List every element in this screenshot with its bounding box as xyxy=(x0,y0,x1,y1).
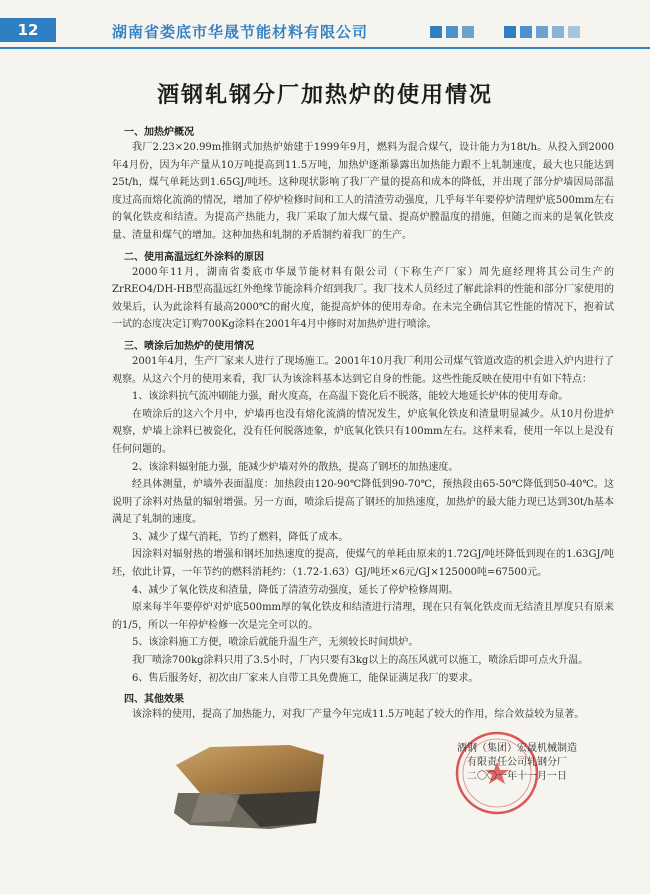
decor-square xyxy=(568,26,580,38)
section-heading: 一、加热炉概况 xyxy=(124,127,194,138)
decor-square xyxy=(552,26,564,38)
page-header xyxy=(0,0,650,52)
paragraph: 3、减少了煤气消耗，节约了燃料，降低了成本。 xyxy=(132,531,349,543)
coating-sample-photo xyxy=(170,743,330,833)
signature-dept: 有限责任公司轧钢分厂 xyxy=(467,757,567,768)
header-rule xyxy=(0,47,650,49)
signature-org: 酒钢（集团）宏晟机械制造 xyxy=(457,743,577,754)
paragraph: 4、减少了氧化铁皮和渣量，降低了清渣劳动强度，延长了停炉检修周期。 xyxy=(132,584,459,596)
paragraph: 2、该涂料辐射能力强，能减少炉墙对外的散热，提高了钢坯的加热速度。 xyxy=(132,461,459,473)
article-title: 酒钢轧钢分厂加热炉的使用情况 xyxy=(156,82,493,108)
paragraph: 我厂2.23×20.99m推钢式加热炉始建于1999年9月，燃料为混合煤气，设计能力为18t/h。从投入到2000年4月份，因为年产量从10万吨提高到11.5万吨，加热炉逐渐暴露出加热能力跟不上轧制速度，最大也只能达到25t/h，煤气单耗达到1.65GJ/吨坯。这种现状影响了我厂产量的提高和成本的降低，并出现了部分炉墙因局部温度过高而熔化流淌的情况，增加了停炉检修时间和工人的清渣劳动强度，几乎每半年要停炉清理炉底500mm左右的氧化铁皮和结渣。为提高产热能力，我厂采取了加大煤气量、提高炉膛温度的措施，但随之而来的是氧化铁皮量、渣量和煤气的增加。这种加热和轧制的矛盾制约着我厂的生产。 xyxy=(112,142,614,241)
decor-square xyxy=(536,26,548,38)
page-number: 12 xyxy=(0,18,56,42)
paragraph: 5、该涂料施工方便，喷涂后就能升温生产，无须较长时间烘炉。 xyxy=(132,637,419,649)
section-heading: 二、使用高温远红外涂料的原因 xyxy=(124,251,264,263)
company-name: 湖南省娄底市华晟节能材料有限公司 xyxy=(112,23,369,41)
paragraph: 1、该涂料抗气流冲刷能力强，耐火度高，在高温下瓷化后不脱落，能较大地延长炉体的使用寿命。 xyxy=(132,391,569,403)
decor-square xyxy=(462,26,474,38)
section-heading: 三、喷涂后加热炉的使用情况 xyxy=(124,340,254,352)
paragraph: 因涂料对辐射热的增强和钢坯加热速度的提高，使煤气的单耗由原来的1.72GJ/吨坯降低到现在的1.63GJ/吨坯，依此计算，一年节约的燃料消耗约：（1.72-1.63）GJ/吨坯×6元/GJ×125000吨=67500元。 xyxy=(112,549,614,579)
paragraph: 该涂料的使用，提高了加热能力，对我厂产量今年完成11.5万吨起了较大的作用，综合效益较为显著。 xyxy=(132,709,585,721)
article-body xyxy=(112,120,614,724)
paragraph: 在喷涂后的这六个月中，炉墙再也没有熔化流淌的情况发生，炉底氧化铁皮和渣量明显减少。从10月份进炉观察，炉墙上涂料已被瓷化，没有任何脱落迹象，炉底氧化铁只有100mm左右。这样来看，使用一年以上是没有任何问题的。 xyxy=(112,408,614,455)
decor-square xyxy=(504,26,516,38)
paragraph: 原来每半年要停炉对炉底500mm厚的氧化铁皮和结渣进行清理，现在只有氧化铁皮而无结渣且厚度只有原来的1/5，所以一年停炉检修一次是完全可以的。 xyxy=(112,602,614,631)
paragraph: 2001年4月，生产厂家来人进行了现场施工。2001年10月我厂利用公司煤气管道改造的机会进入炉内进行了观察。从这六个月的使用来看，我厂认为该涂料基本达到它自身的性能。这些性能反映在使用中有如下特点： xyxy=(112,355,614,385)
paragraph: 我厂喷涂700kg涂料只用了3.5小时，厂内只要有3kg以上的高压风就可以施工，喷涂后即可点火升温。 xyxy=(132,655,589,667)
paragraph: 2000年11月，湖南省娄底市华晟节能材料有限公司（下称生产厂家）周先庭经理将其公司生产的ZrREO4/DH-HB型高温远红外绝缘节能涂料介绍到我厂。我厂技术人员经过了解此涂料的性能和部分厂家使用的效果后，认为此涂料有最高2000℃的耐火度，能提高炉体的使用寿命。在未完全确信其它性能的情况下，抱着试一试的态度决定订购700Kg涂料在2001年4月中修时对加热炉进行喷涂。 xyxy=(112,266,614,331)
paragraph: 6、售后服务好，初次由厂家来人自带工具免费施工，能保证满足我厂的要求。 xyxy=(132,672,479,684)
section-heading: 四、其他效果 xyxy=(124,694,184,706)
signature-date: 二〇〇一年十一月一日 xyxy=(467,771,567,782)
decor-square xyxy=(446,26,458,38)
decor-square xyxy=(430,26,442,38)
decor-square xyxy=(520,26,532,38)
paragraph: 经具体测量，炉墙外表面温度：加热段由120-90℃降低到90-70℃，预热段由65-50℃降低到50-40℃。这说明了涂料对热量的辐射增强。另一方面，喷涂后提高了钢坯的加热速度，加热炉的最大能力现已达到30t/h基本满足了轧制的速度。 xyxy=(112,479,614,526)
signature-block xyxy=(442,742,592,784)
